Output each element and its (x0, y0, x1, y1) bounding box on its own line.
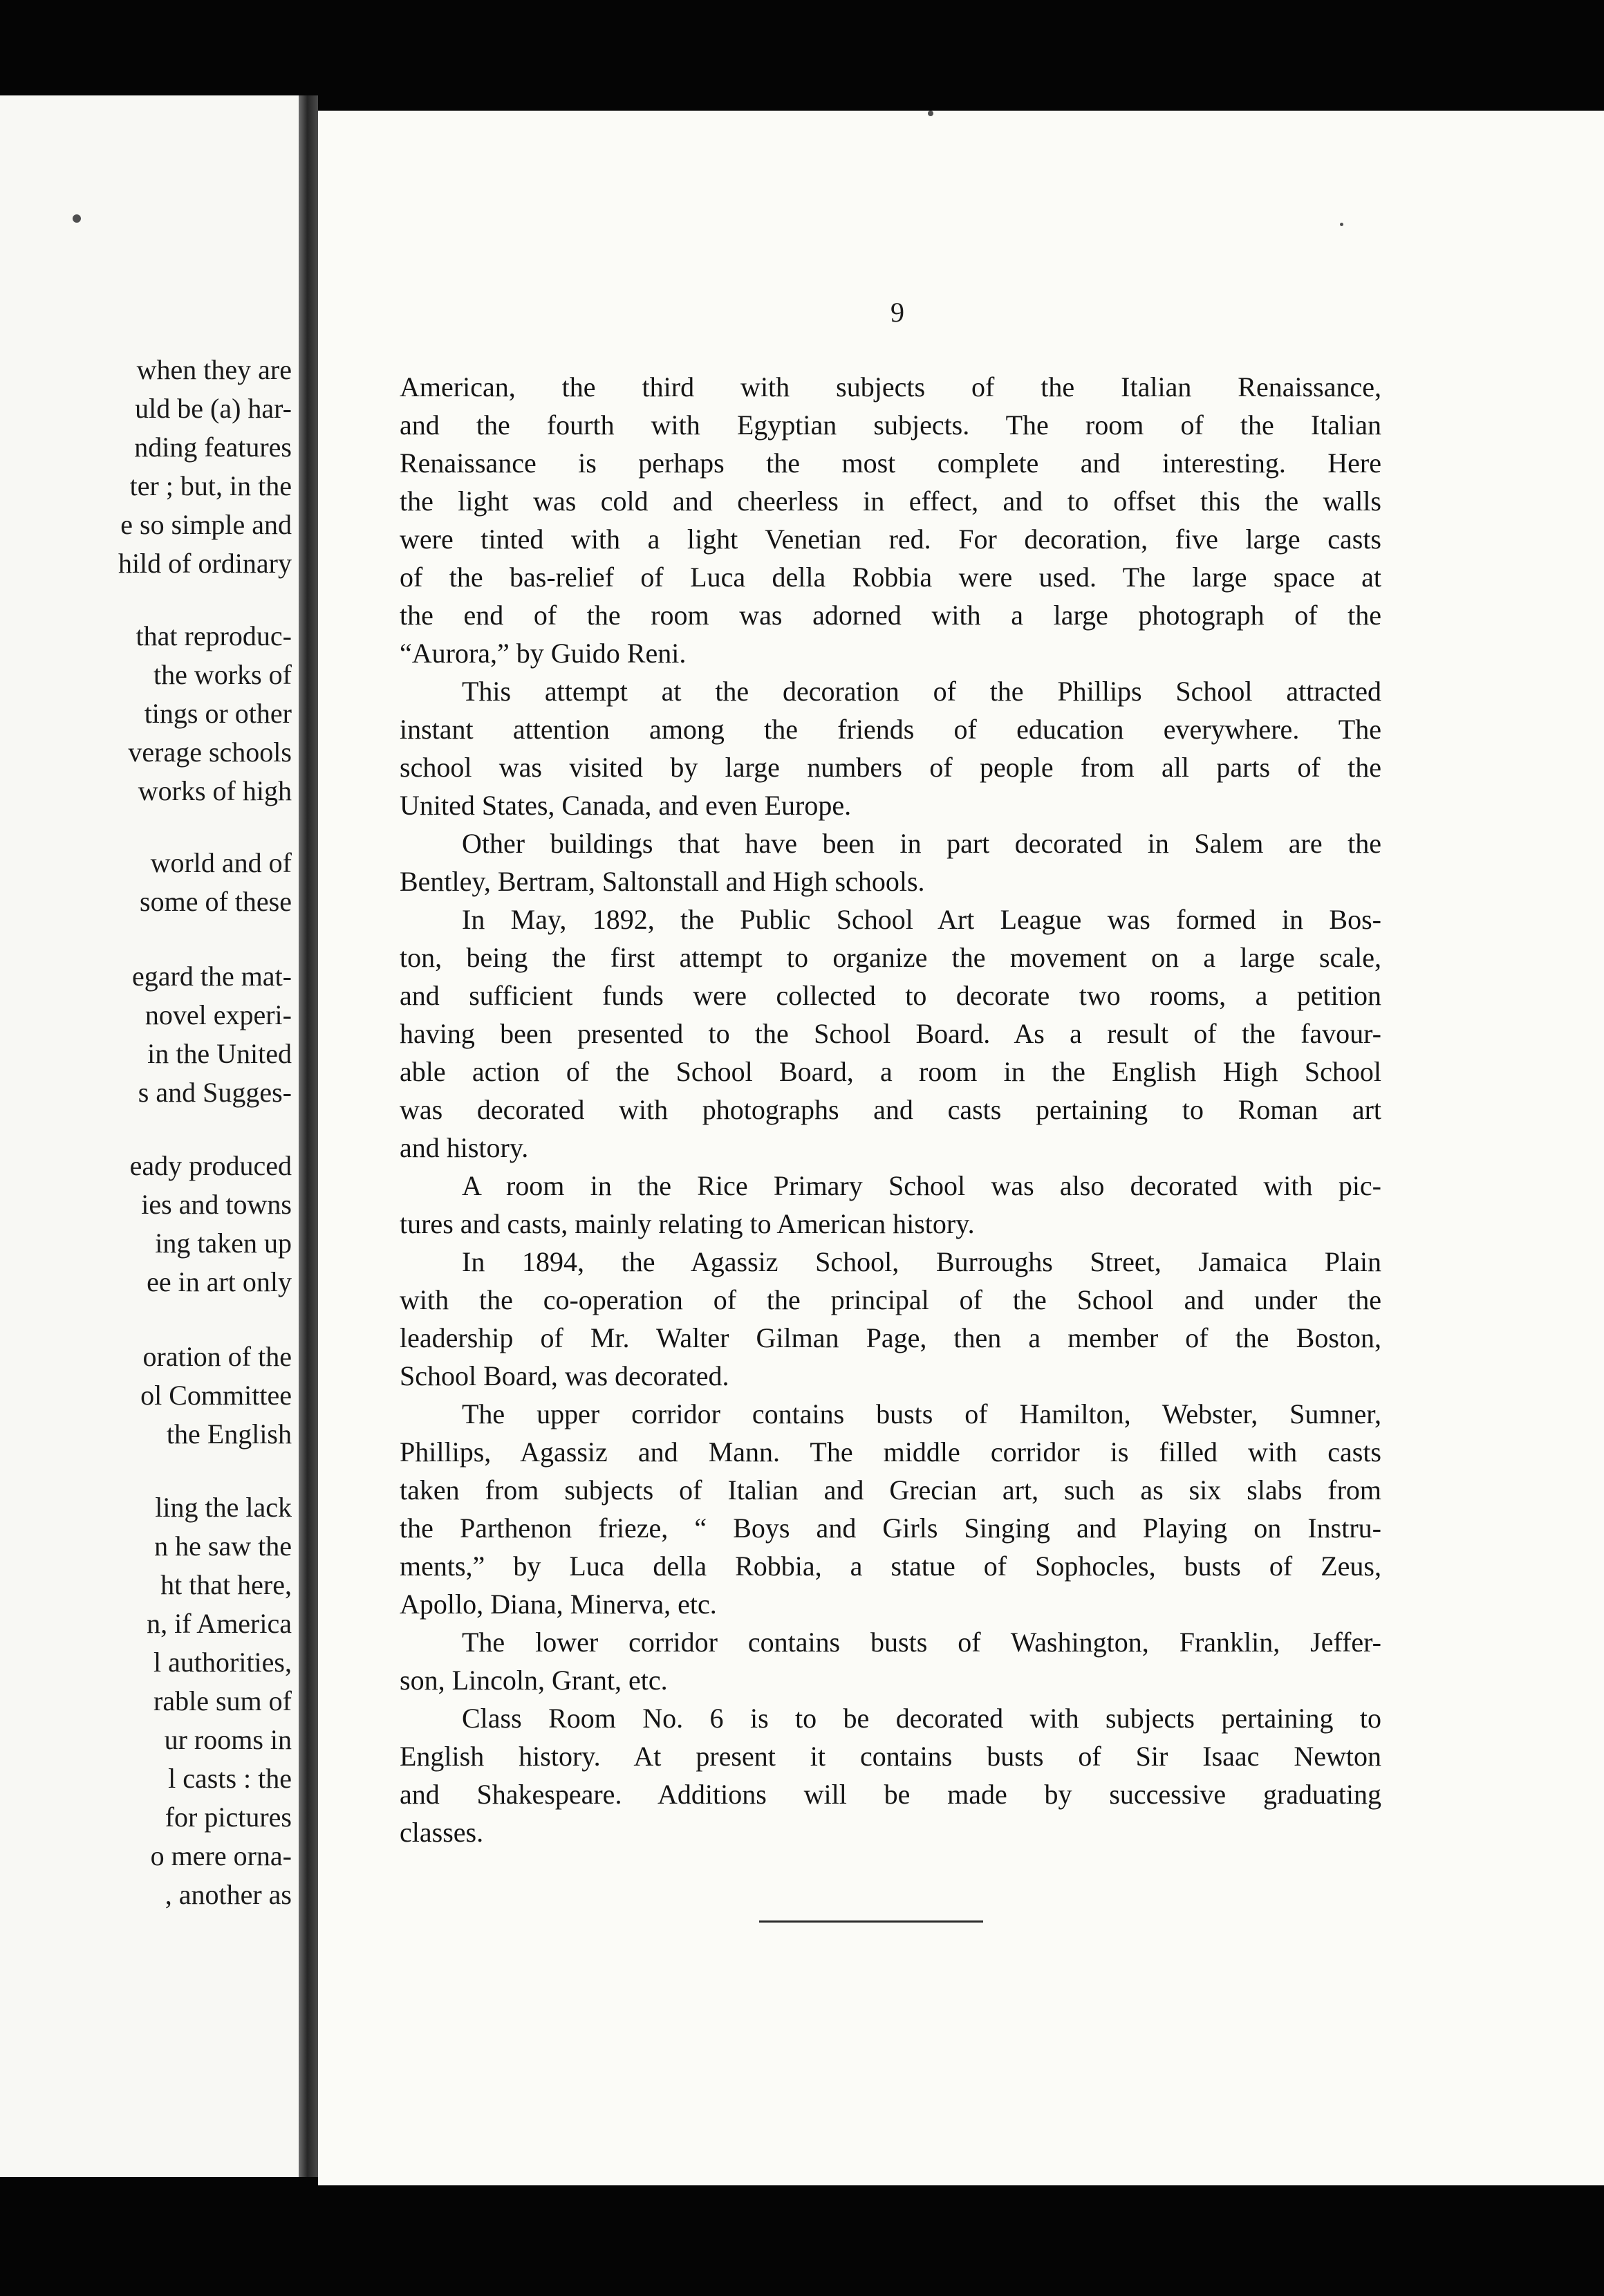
body-text-line: and sufficient funds were collected to decorate two rooms, a petition (400, 980, 1381, 1011)
left-page-line: l casts : the (168, 1763, 292, 1794)
body-text-line: classes. (400, 1817, 484, 1848)
body-text-line: The upper corridor contains busts of Hamilton, Webster, Sumner, (462, 1398, 1381, 1429)
body-text-line: taken from subjects of Italian and Grecian art, such as six slabs from (400, 1474, 1381, 1506)
left-page-line: , another as (165, 1879, 292, 1910)
left-page-line: works of high (138, 775, 292, 806)
body-text-line: Bentley, Bertram, Saltonstall and High schools. (400, 866, 925, 897)
left-page-line: o mere orna- (150, 1840, 292, 1871)
left-page-line: nding features (134, 432, 292, 463)
left-page-line: oration of the (142, 1341, 292, 1372)
body-text-line: able action of the School Board, a room in the English High School (400, 1056, 1381, 1087)
left-page-line: hild of ordinary (118, 548, 292, 579)
left-page-line: ht that here, (160, 1569, 292, 1600)
previous-page-fragment (0, 95, 299, 2177)
body-text-line: English history. At present it contains busts of Sir Isaac Newton (400, 1741, 1381, 1772)
left-page-line: n he saw the (154, 1530, 292, 1562)
body-text-line: In May, 1892, the Public School Art League was formed in Bos- (462, 904, 1381, 935)
left-page-line: ee in art only (147, 1266, 292, 1297)
body-text-line: Apollo, Diana, Minerva, etc. (400, 1589, 717, 1620)
left-page-line: novel experi- (144, 999, 292, 1030)
body-text-line: leadership of Mr. Walter Gilman Page, then a member of the Boston, (400, 1322, 1381, 1353)
body-text-line: A room in the Rice Primary School was also decorated with pic- (462, 1170, 1381, 1201)
page-number: 9 (890, 297, 904, 328)
left-page-line: rable sum of (153, 1685, 292, 1716)
book-binding-edge (299, 95, 318, 2177)
body-text-line: Phillips, Agassiz and Mann. The middle corridor is filled with casts (400, 1436, 1381, 1468)
body-text-line: tures and casts, mainly relating to American history. (400, 1208, 975, 1239)
body-text-line: In 1894, the Agassiz School, Burroughs Street, Jamaica Plain (462, 1246, 1381, 1277)
left-page-line: e so simple and (120, 509, 292, 540)
body-text-line: United States, Canada, and even Europe. (400, 790, 852, 821)
body-text-line: The lower corridor contains busts of Washington, Franklin, Jeffer- (462, 1627, 1381, 1658)
ink-speck (1340, 223, 1343, 226)
body-text-line: and history. (400, 1132, 529, 1163)
left-page-line: egard the mat- (132, 961, 292, 992)
left-page-line: verage schools (128, 737, 292, 768)
left-page-line: l authorities, (153, 1647, 292, 1678)
left-page-line: n, if America (147, 1608, 292, 1639)
left-page-line: ol Committee (140, 1380, 292, 1411)
left-page-line: ies and towns (141, 1189, 292, 1220)
body-text-line: Class Room No. 6 is to be decorated with subjects pertaining to (462, 1703, 1381, 1734)
left-page-line: ur rooms in (164, 1724, 292, 1755)
body-text-line: with the co-operation of the principal of the School and under the (400, 1284, 1381, 1315)
body-text-line: was decorated with photographs and casts pertaining to Roman art (400, 1094, 1381, 1125)
body-text-line: school was visited by large numbers of people from all parts of the (400, 752, 1381, 783)
left-page-line: the English (166, 1418, 292, 1450)
body-text-line: Renaissance is perhaps the most complete and interesting. Here (400, 447, 1381, 479)
body-text-line: the light was cold and cheerless in effect, and to offset this the walls (400, 485, 1381, 517)
body-text-line: “Aurora,” by Guido Reni. (400, 638, 687, 669)
body-text-line: the end of the room was adorned with a large photograph of the (400, 600, 1381, 631)
left-page-line: ling the lack (155, 1492, 292, 1523)
body-text-line: School Board, was decorated. (400, 1360, 729, 1391)
left-page-line: ter ; but, in the (129, 470, 292, 501)
left-page-line: the works of (153, 659, 292, 690)
body-text-line: instant attention among the friends of education everywhere. The (400, 714, 1381, 745)
ink-speck (928, 111, 933, 116)
left-page-line: uld be (a) har- (135, 393, 292, 424)
left-page-line: s and Sugges- (138, 1077, 292, 1108)
body-text-line: This attempt at the decoration of the Phillips School attracted (462, 676, 1381, 707)
left-page-line: that reproduc- (136, 620, 292, 651)
body-text-line: ton, being the first attempt to organize the movement on a large scale, (400, 942, 1381, 973)
body-text-line: and the fourth with Egyptian subjects. The room of the Italian (400, 409, 1381, 441)
body-text-line: American, the third with subjects of the Italian Renaissance, (400, 371, 1381, 402)
ink-speck (73, 214, 81, 223)
section-end-rule (759, 1920, 983, 1923)
left-page-line: in the United (147, 1038, 292, 1069)
body-text-line: of the bas-relief of Luca della Robbia were used. The large space at (400, 562, 1381, 593)
left-page-line: eady produced (129, 1150, 292, 1181)
left-page-line: for pictures (165, 1802, 292, 1833)
body-text-line: having been presented to the School Board. As a result of the favour- (400, 1018, 1381, 1049)
body-text-line: ments,” by Luca della Robbia, a statue of Sophocles, busts of Zeus, (400, 1550, 1381, 1582)
body-text-line: were tinted with a light Venetian red. For decoration, five large casts (400, 524, 1381, 555)
left-page-line: when they are (136, 354, 292, 385)
body-text-line: son, Lincoln, Grant, etc. (400, 1665, 668, 1696)
body-text-line: Other buildings that have been in part decorated in Salem are the (462, 828, 1381, 859)
body-text-line: the Parthenon frieze, “ Boys and Girls Singing and Playing on Instru- (400, 1512, 1381, 1544)
left-page-line: tings or other (144, 698, 292, 729)
left-page-line: some of these (140, 886, 292, 917)
left-page-line: ing taken up (155, 1228, 292, 1259)
left-page-line: world and of (150, 847, 292, 878)
body-text-line: and Shakespeare. Additions will be made by successive graduating (400, 1779, 1381, 1810)
